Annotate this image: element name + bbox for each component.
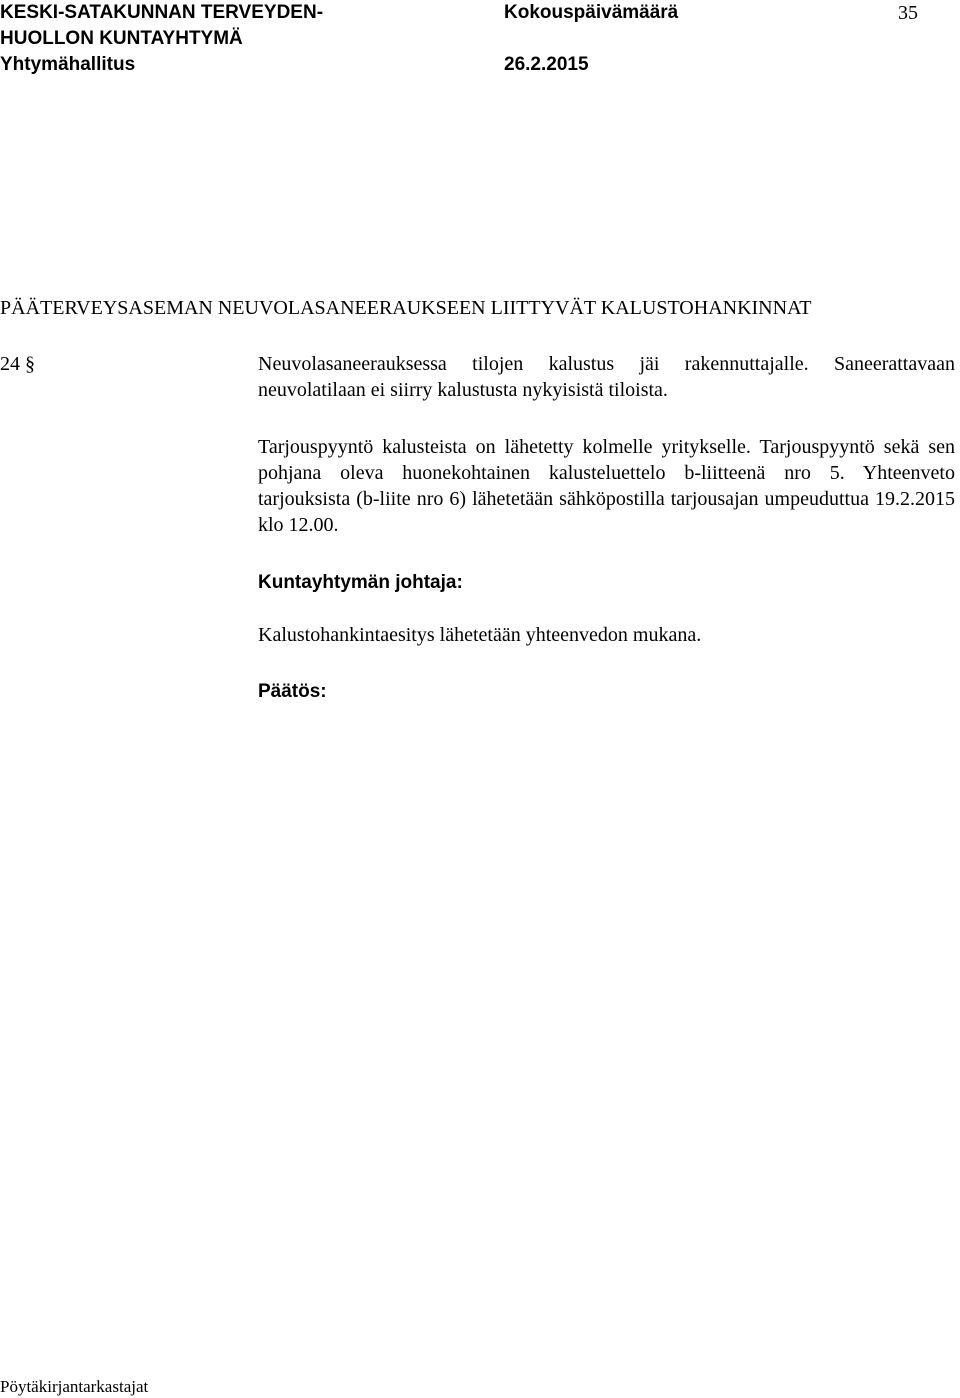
item-number: 24 § <box>0 353 35 375</box>
date-label: Kokouspäivämäärä <box>504 2 679 23</box>
paragraph-background: Neuvolasaneerauksessa tilojen kalustus jäi rakennuttajalle. Saneerattavaan neuvolatilaan ei siirry kalustusta nykyisistä tiloista. <box>258 353 955 401</box>
organization-name-line1: KESKI-SATAKUNNAN TERVEYDEN- <box>0 2 324 23</box>
section-title: PÄÄTERVEYSASEMAN NEUVOLASANEERAUKSEEN LIITTYVÄT KALUSTOHANKINNAT <box>0 297 812 319</box>
proposal-text: Kalustohankintaesitys lähetetään yhteenvedon mukana. <box>258 624 702 646</box>
organization-name-line2: HUOLLON KUNTAYHTYMÄ <box>0 28 243 49</box>
proposal-label: Kuntayhtymän johtaja: <box>258 572 463 593</box>
page-number: 35 <box>898 2 918 24</box>
paragraph-quotation-request: Tarjouspyyntö kalusteista on lähetetty kolmelle yritykselle. Tarjouspyyntö sekä sen pohjana oleva huonekohtainen kalusteluettelo b-liitteenä nro 5. Yhteenveto tarjouksista (b-liite nro 6) lähetetään sähköpostilla tarjousajan umpeuduttua 19.2.2015 klo 12.00. <box>258 436 955 536</box>
signature-label: Pöytäkirjantarkastajat <box>0 1377 149 1396</box>
meeting-date: 26.2.2015 <box>504 54 589 75</box>
decision-label: Päätös: <box>258 681 327 702</box>
meeting-body: Yhtymähallitus <box>0 54 136 75</box>
